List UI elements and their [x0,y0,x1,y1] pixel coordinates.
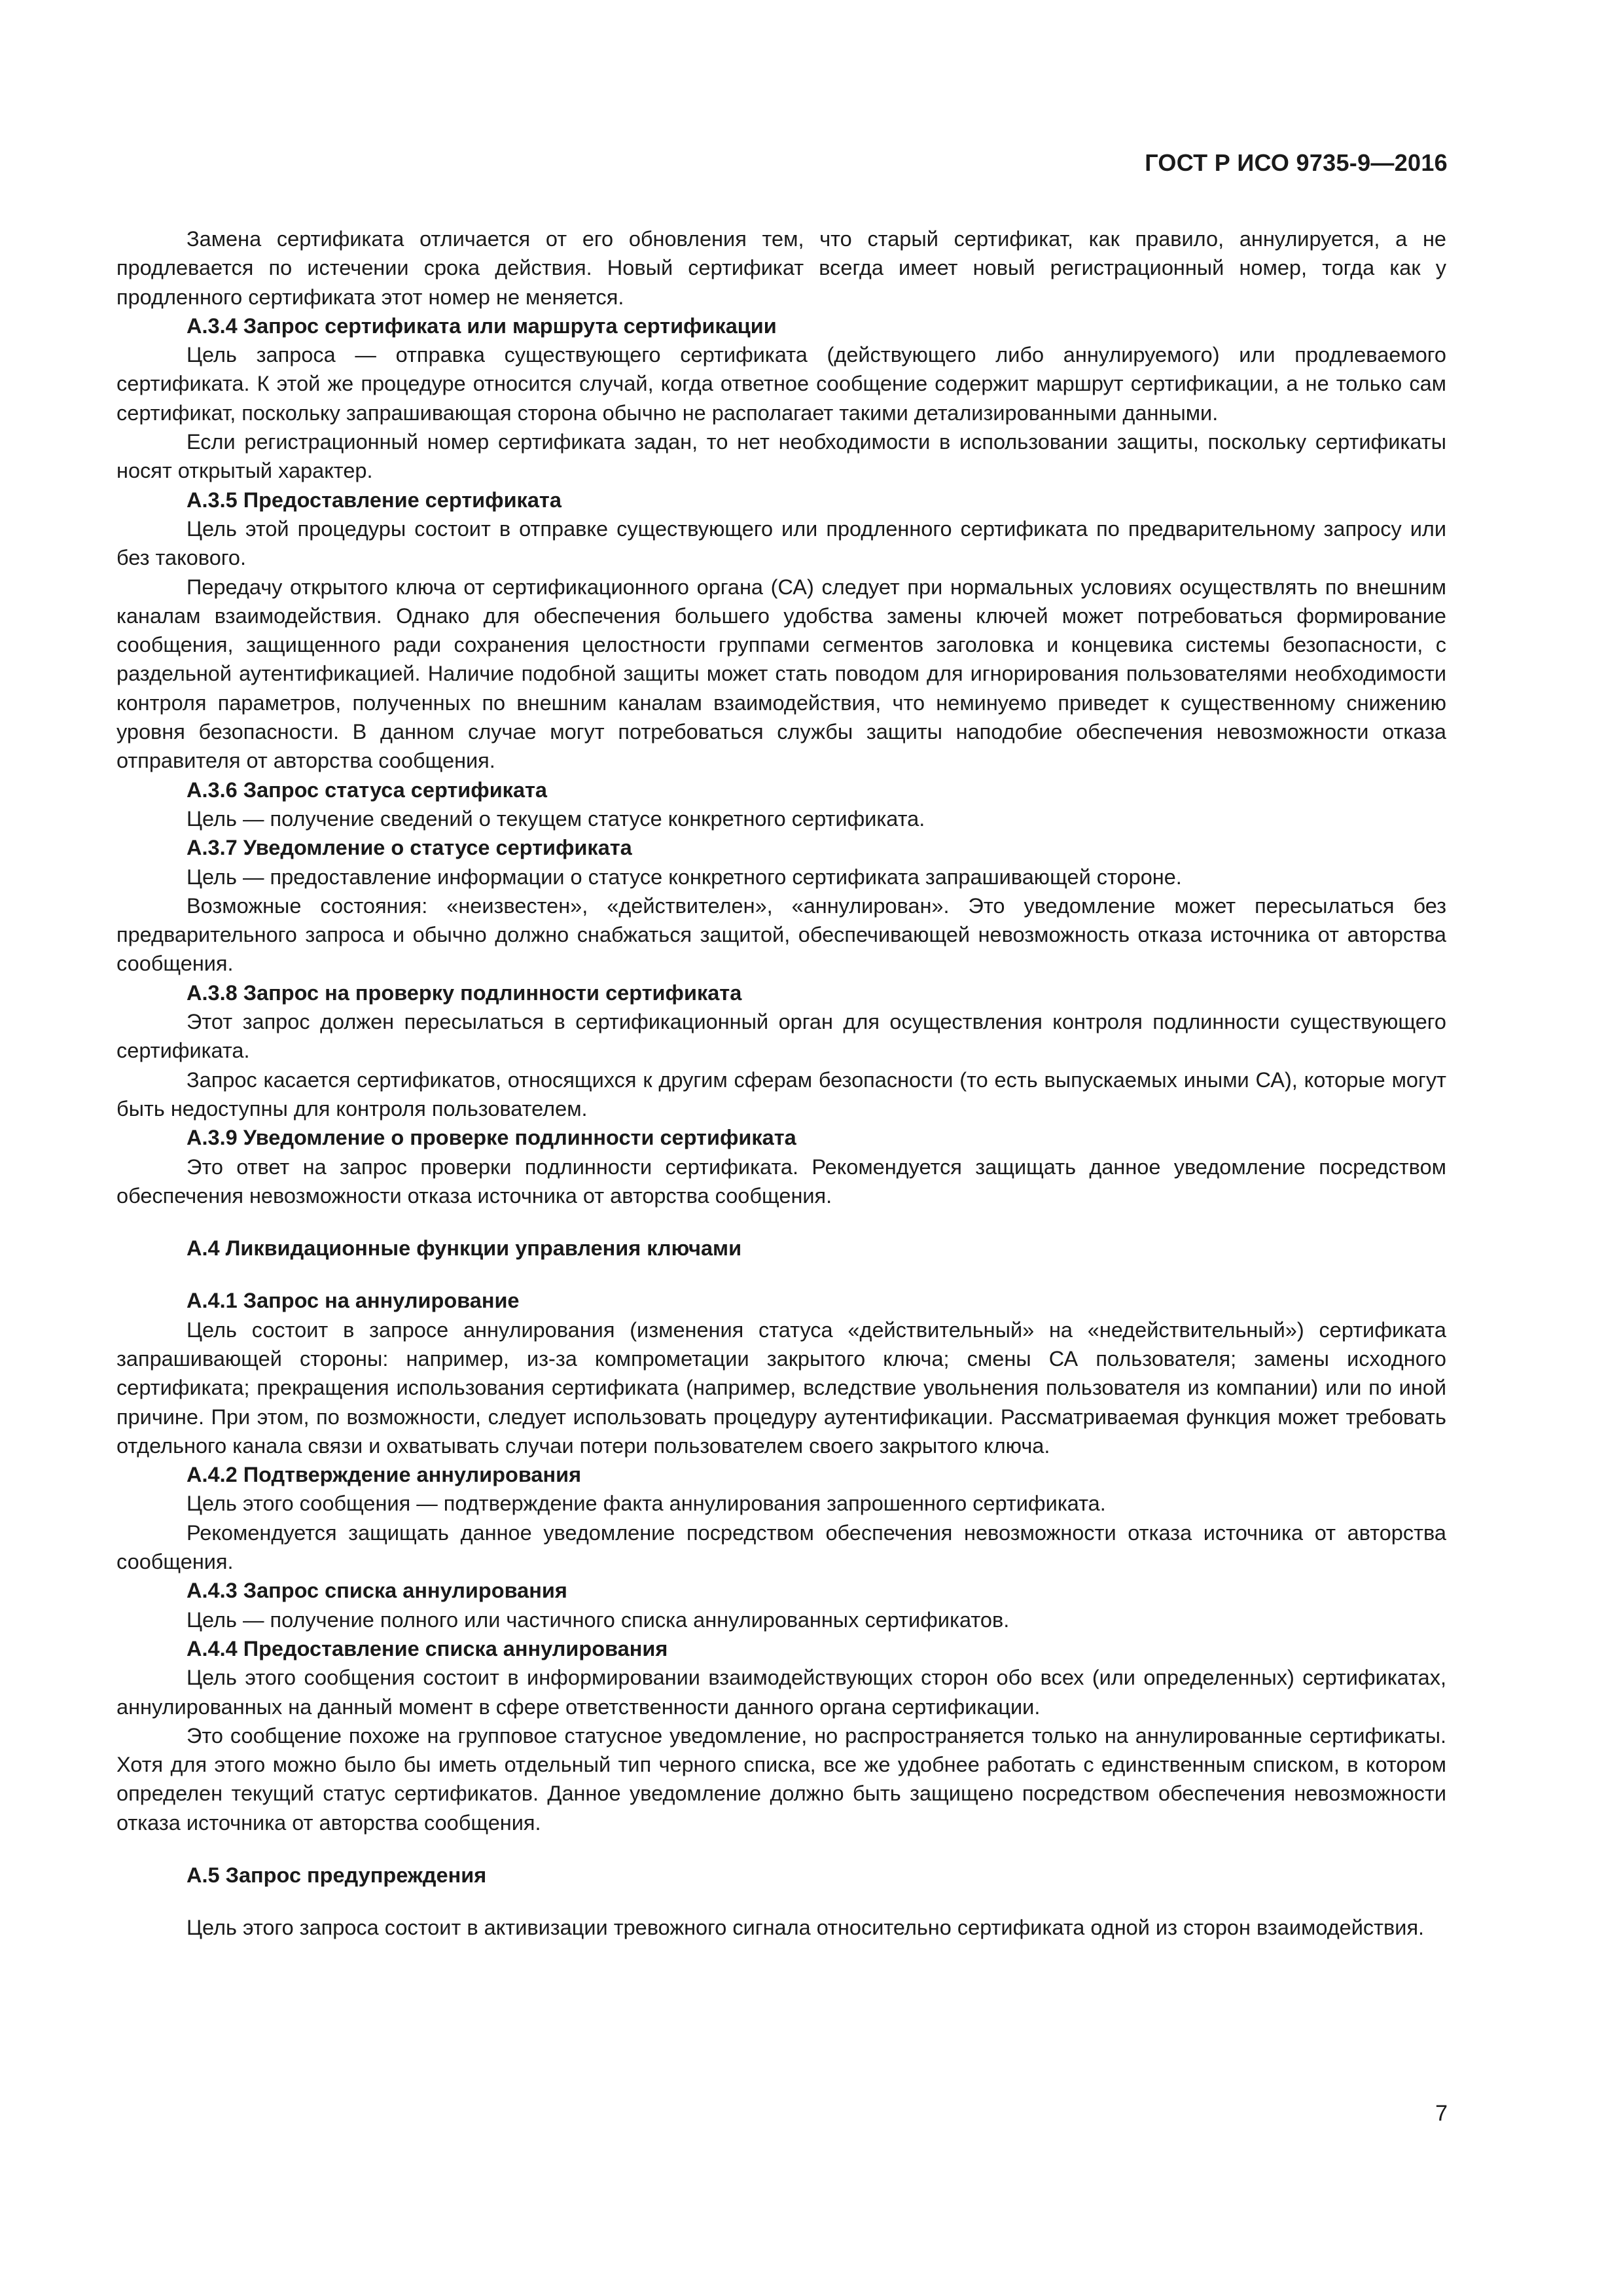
paragraph: Если регистрационный номер сертификата задан, то нет необходимости в использовании защиты, поскольку сертификаты носят открытый характер. [116,430,1446,483]
paragraph: Замена сертификата отличается от его обновления тем, что старый сертификат, как правило, аннулируется, а не продлевается по истечении срока действия. Новый сертификат всегда имеет новый регистрационный номер, тогда как у продленного сертификата этот номер не меняется. [116,227,1446,309]
section-heading-a44: А.4.4 Предоставление списка аннулирования [187,1636,668,1660]
paragraph: Цель этого запроса состоит в активизации тревожного сигнала относительно сертификата одной из сторон взаимодействия. [187,1916,1425,1940]
paragraph: Рекомендуется защищать данное уведомление посредством обеспечения невозможности отказа источника от авторства сообщения. [116,1520,1446,1574]
section-heading-a5: А.5 Запрос предупреждения [187,1863,487,1888]
paragraph: Запрос касается сертификатов, относящихся к другим сферам безопасности (то есть выпускаемых иными СА), которые могут быть недоступны для контроля пользователем. [116,1067,1446,1121]
section-heading-a37: А.3.7 Уведомление о статусе сертификата [187,836,632,860]
paragraph: Цель этой процедуры состоит в отправке существующего или продленного сертификата по предварительному запросу или без такового. [116,516,1446,570]
paragraph: Цель — получение полного или частичного списка аннулированных сертификатов. [187,1607,1010,1632]
section-heading-a34: А.3.4 Запрос сертификата или маршрута сертификации [187,314,777,338]
paragraph: Это сообщение похоже на групповое статусное уведомление, но распространяется только на аннулированные сертификаты. Хотя для этого можно было бы иметь отдельный тип черного списка, все же удобнее работать с единственным списком, в котором определен текущий статус сертификатов. Данное уведомление должно быть защищено посредством обеспечения невозможности отказа источника от авторства сообщения. [116,1723,1446,1835]
paragraph: Цель состоит в запросе аннулирования (изменения статуса «действительный» на «недействительный») сертификата запрашивающей стороны: например, из-за компрометации закрытого ключа; смены СА пользователя; замены исходного сертификата; прекращения использования сертификата (например, вследствие увольнения пользователя из компании) или по иной причине. При этом, по возможности, следует использовать процедуру аутентификации. Рассматриваемая функция может требовать отдельного канала связи и охватывать случаи потери пользователем своего закрытого ключа. [116,1318,1446,1458]
section-heading-a42: А.4.2 Подтверждение аннулирования [187,1463,582,1487]
paragraph: Этот запрос должен пересылаться в сертификационный орган для осуществления контроля подлинности существующего сертификата. [116,1010,1446,1063]
document-standard-header: ГОСТ Р ИСО 9735-9—2016 [1145,149,1448,176]
page-number: 7 [1435,2101,1448,2126]
section-heading-a4: А.4 Ликвидационные функции управления ключами [187,1236,742,1261]
paragraph: Цель этого сообщения состоит в информировании взаимодействующих сторон обо всех (или определенных) сертификатах, аннулированных на данный момент в сфере ответственности данного органа сертификации. [116,1666,1446,1719]
section-heading-a41: А.4.1 Запрос на аннулирование [187,1289,520,1313]
paragraph: Цель — предоставление информации о статусе конкретного сертификата запрашивающей стороне. [187,865,1182,889]
document-body [116,224,1446,1943]
paragraph: Это ответ на запрос проверки подлинности сертификата. Рекомендуется защищать данное уведомление посредством обеспечения невозможности отказа источника от авторства сообщения. [116,1155,1446,1208]
paragraph: Цель этого сообщения — подтверждение факта аннулирования запрошенного сертификата. [187,1492,1106,1516]
section-heading-a38: А.3.8 Запрос на проверку подлинности сертификата [187,980,742,1005]
section-heading-a43: А.4.3 Запрос списка аннулирования [187,1579,567,1603]
section-heading-a39: А.3.9 Уведомление о проверке подлинности сертификата [187,1126,796,1150]
paragraph: Цель — получение сведений о текущем статусе конкретного сертификата. [187,806,925,831]
paragraph: Возможные состояния: «неизвестен», «действителен», «аннулирован». Это уведомление может пересылаться без предварительного запроса и обычно должно снабжаться защитой, обеспечивающей невозможность отказа источника от авторства сообщения. [116,893,1446,976]
paragraph: Передачу открытого ключа от сертификационного органа (СА) следует при нормальных условиях осуществлять по внешним каналам взаимодействия. Однако для обеспечения большего удобства замены ключей может потребоваться формирование сообщения, защищенного ради сохранения целостности группами сегментов заголовка и концевика системы безопасности, с раздельной аутентификацией. Наличие подобной защиты может стать поводом для игнорирования пользователями необходимости контроля параметров, полученных по внешним каналам взаимодействия, что неминуемо приведет к существенному снижению уровня безопасности. В данном случае могут потребоваться службы защиты наподобие обеспечения невозможности отказа отправителя от авторства сообщения. [116,575,1446,773]
paragraph: Цель запроса — отправка существующего сертификата (действующего либо аннулируемого) или продлеваемого сертификата. К этой же процедуре относится случай, когда ответное сообщение содержит маршрут сертификации, а не только сам сертификат, поскольку запрашивающая сторона обычно не располагает такими детализированными данными. [116,343,1446,425]
section-heading-a35: А.3.5 Предоставление сертификата [187,488,562,512]
section-heading-a36: А.3.6 Запрос статуса сертификата [187,778,548,802]
